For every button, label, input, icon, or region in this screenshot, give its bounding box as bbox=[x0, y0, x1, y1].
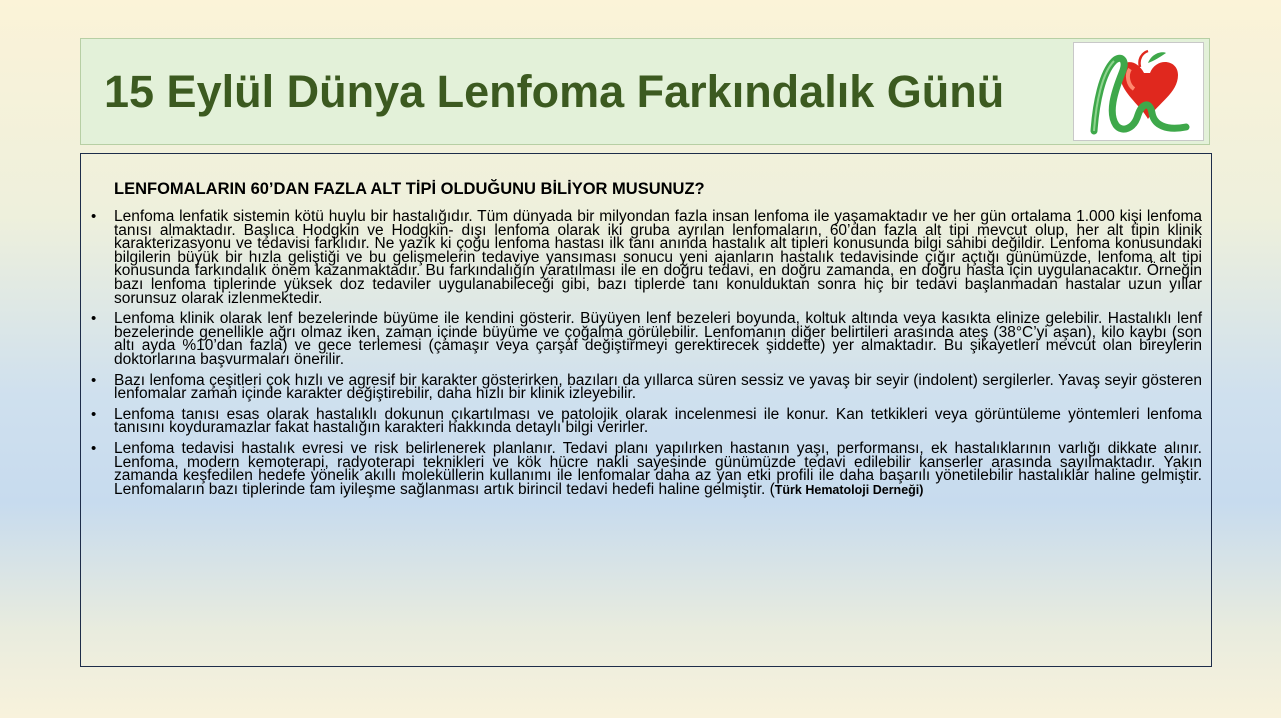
bullet-text: Lenfoma klinik olarak lenf bezelerinde büyüme ile kendini gösterir. Büyüyen lenf bezeleri boyunda, koltuk altında veya kasıkta elinize gelebilir. Hastalıklı lenf bezelerinde genellikle ağrı olmaz iken, zaman içinde büyüme ve çoğalma görülebilir. Lenfomanın diğer belirtileri arasında ateş (38°C’yi aşan), kilo kaybı (son altı ayda %10’dan fazla) ve gece terlemesi (çamaşır veya çarşaf değiştirmeyi gerektirecek şiddette) yer almaktadır. Bu şikayetleri mevcut olan bireylerin doktorlarına başvurmaları önerilir. bbox=[114, 310, 1202, 368]
bullet-point: • bbox=[91, 405, 97, 423]
list-item bbox=[91, 210, 1202, 305]
bullet-list bbox=[91, 210, 1202, 504]
bullet-text: Bazı lenfoma çeşitleri çok hızlı ve agresif bir karakter gösterirken, bazıları da yıllarca süren sessiz ve yavaş bir seyir (indolent) sergilerler. Yavaş seyir gösteren lenfomalar zaman içinde karakter değiştirebilir, daha hızlı bir klinik izleyebilir. bbox=[114, 371, 1202, 403]
list-item bbox=[91, 312, 1202, 366]
bullet-text: Lenfoma tedavisi hastalık evresi ve risk belirlenerek planlanır. Tedavi planı yapılırken hastanın yaşı, performansı, ek hastalıklarının varlığı dikkate alınır. Lenfoma, modern kemoterapi, radyoterapi teknikleri ve kök hücre nakli sayesinde günümüzde tedavi edilebilir kanserler arasında sayılmaktadır. Yakın zamanda keşfedilen hedefe yönelik akıllı moleküllerin kullanımı ile lenfomalar daha az yan etki profili ile daha başarılı yönetilebilir hastalıklar haline gelmiştir. Lenfomaların bazı tiplerinde tam iyileşme sağlanması artık birincil tedavi hedefi haline gelmiştir. ( bbox=[114, 439, 1202, 498]
bullet-point: • bbox=[91, 208, 97, 225]
bullet-point: • bbox=[91, 439, 97, 457]
list-item bbox=[91, 405, 1202, 437]
bullet-text: Lenfoma tanısı esas olarak hastalıklı dokunun çıkartılması ve patolojik olarak incelenmesi ile konur. Kan tetkikleri veya görüntüleme yöntemleri lenfoma tanısını koyduramazlar fakat hastalığın karakteri hakkında detaylı bilgi verirler. bbox=[114, 405, 1202, 437]
ribbon-heart-icon bbox=[1074, 43, 1203, 140]
content-panel bbox=[80, 153, 1212, 667]
section-heading: LENFOMALARIN 60’DAN FAZLA ALT TİPİ OLDUĞUNU BİLİYOR MUSUNUZ? bbox=[114, 180, 705, 198]
bullet-point: • bbox=[91, 310, 97, 328]
source-citation: Türk Hematoloji Derneği) bbox=[774, 482, 924, 497]
list-item bbox=[91, 439, 1202, 498]
lymphoma-ribbon-logo-icon bbox=[1073, 42, 1204, 141]
page-title: 15 Eylül Dünya Lenfoma Farkındalık Günü bbox=[104, 66, 1005, 117]
bullet-point: • bbox=[91, 371, 97, 389]
title-banner bbox=[80, 38, 1210, 145]
list-item bbox=[91, 371, 1202, 403]
bullet-text: Lenfoma lenfatik sistemin kötü huylu bir hastalığıdır. Tüm dünyada bir milyondan fazla insan lenfoma ile yaşamaktadır ve her gün ortalama 1.000 kişi lenfoma tanısı almaktadır. Başlıca Hodgkin ve Hodgkin- dışı lenfoma olarak iki gruba ayrılan lenfomaların, 60’dan fazla alt tipi mevcut olup, her alt tipin klinik karakterizasyonu ve tedavisi farklıdır. Ne yazık ki çoğu lenfoma hastası ilk tanı anında hastalık alt tipleri konusunda bilgi sahibi değildir. Lenfoma konusundaki bilgilerin büyük bir hızla geliştiği ve bu gelişmelerin tedaviye yansıması sonucu yeni ajanların hastalık tedavisinde çığır açtığı günümüzde, lenfoma alt tipi konusunda farkındalık önem kazanmaktadır. Bu farkındalığın yaratılması ile en doğru tedavi, en doğru zamanda, en doğru hasta için uygulanacaktır. Örneğin bazı lenfoma tiplerinde yüksek doz tedaviler uygulanabileceği gibi, bazı tiplerde tanı konulduktan sonra hiç bir tedavi başlanmadan hastalar uzun yıllar sorunsuz olarak izlenmektedir. bbox=[114, 208, 1202, 307]
